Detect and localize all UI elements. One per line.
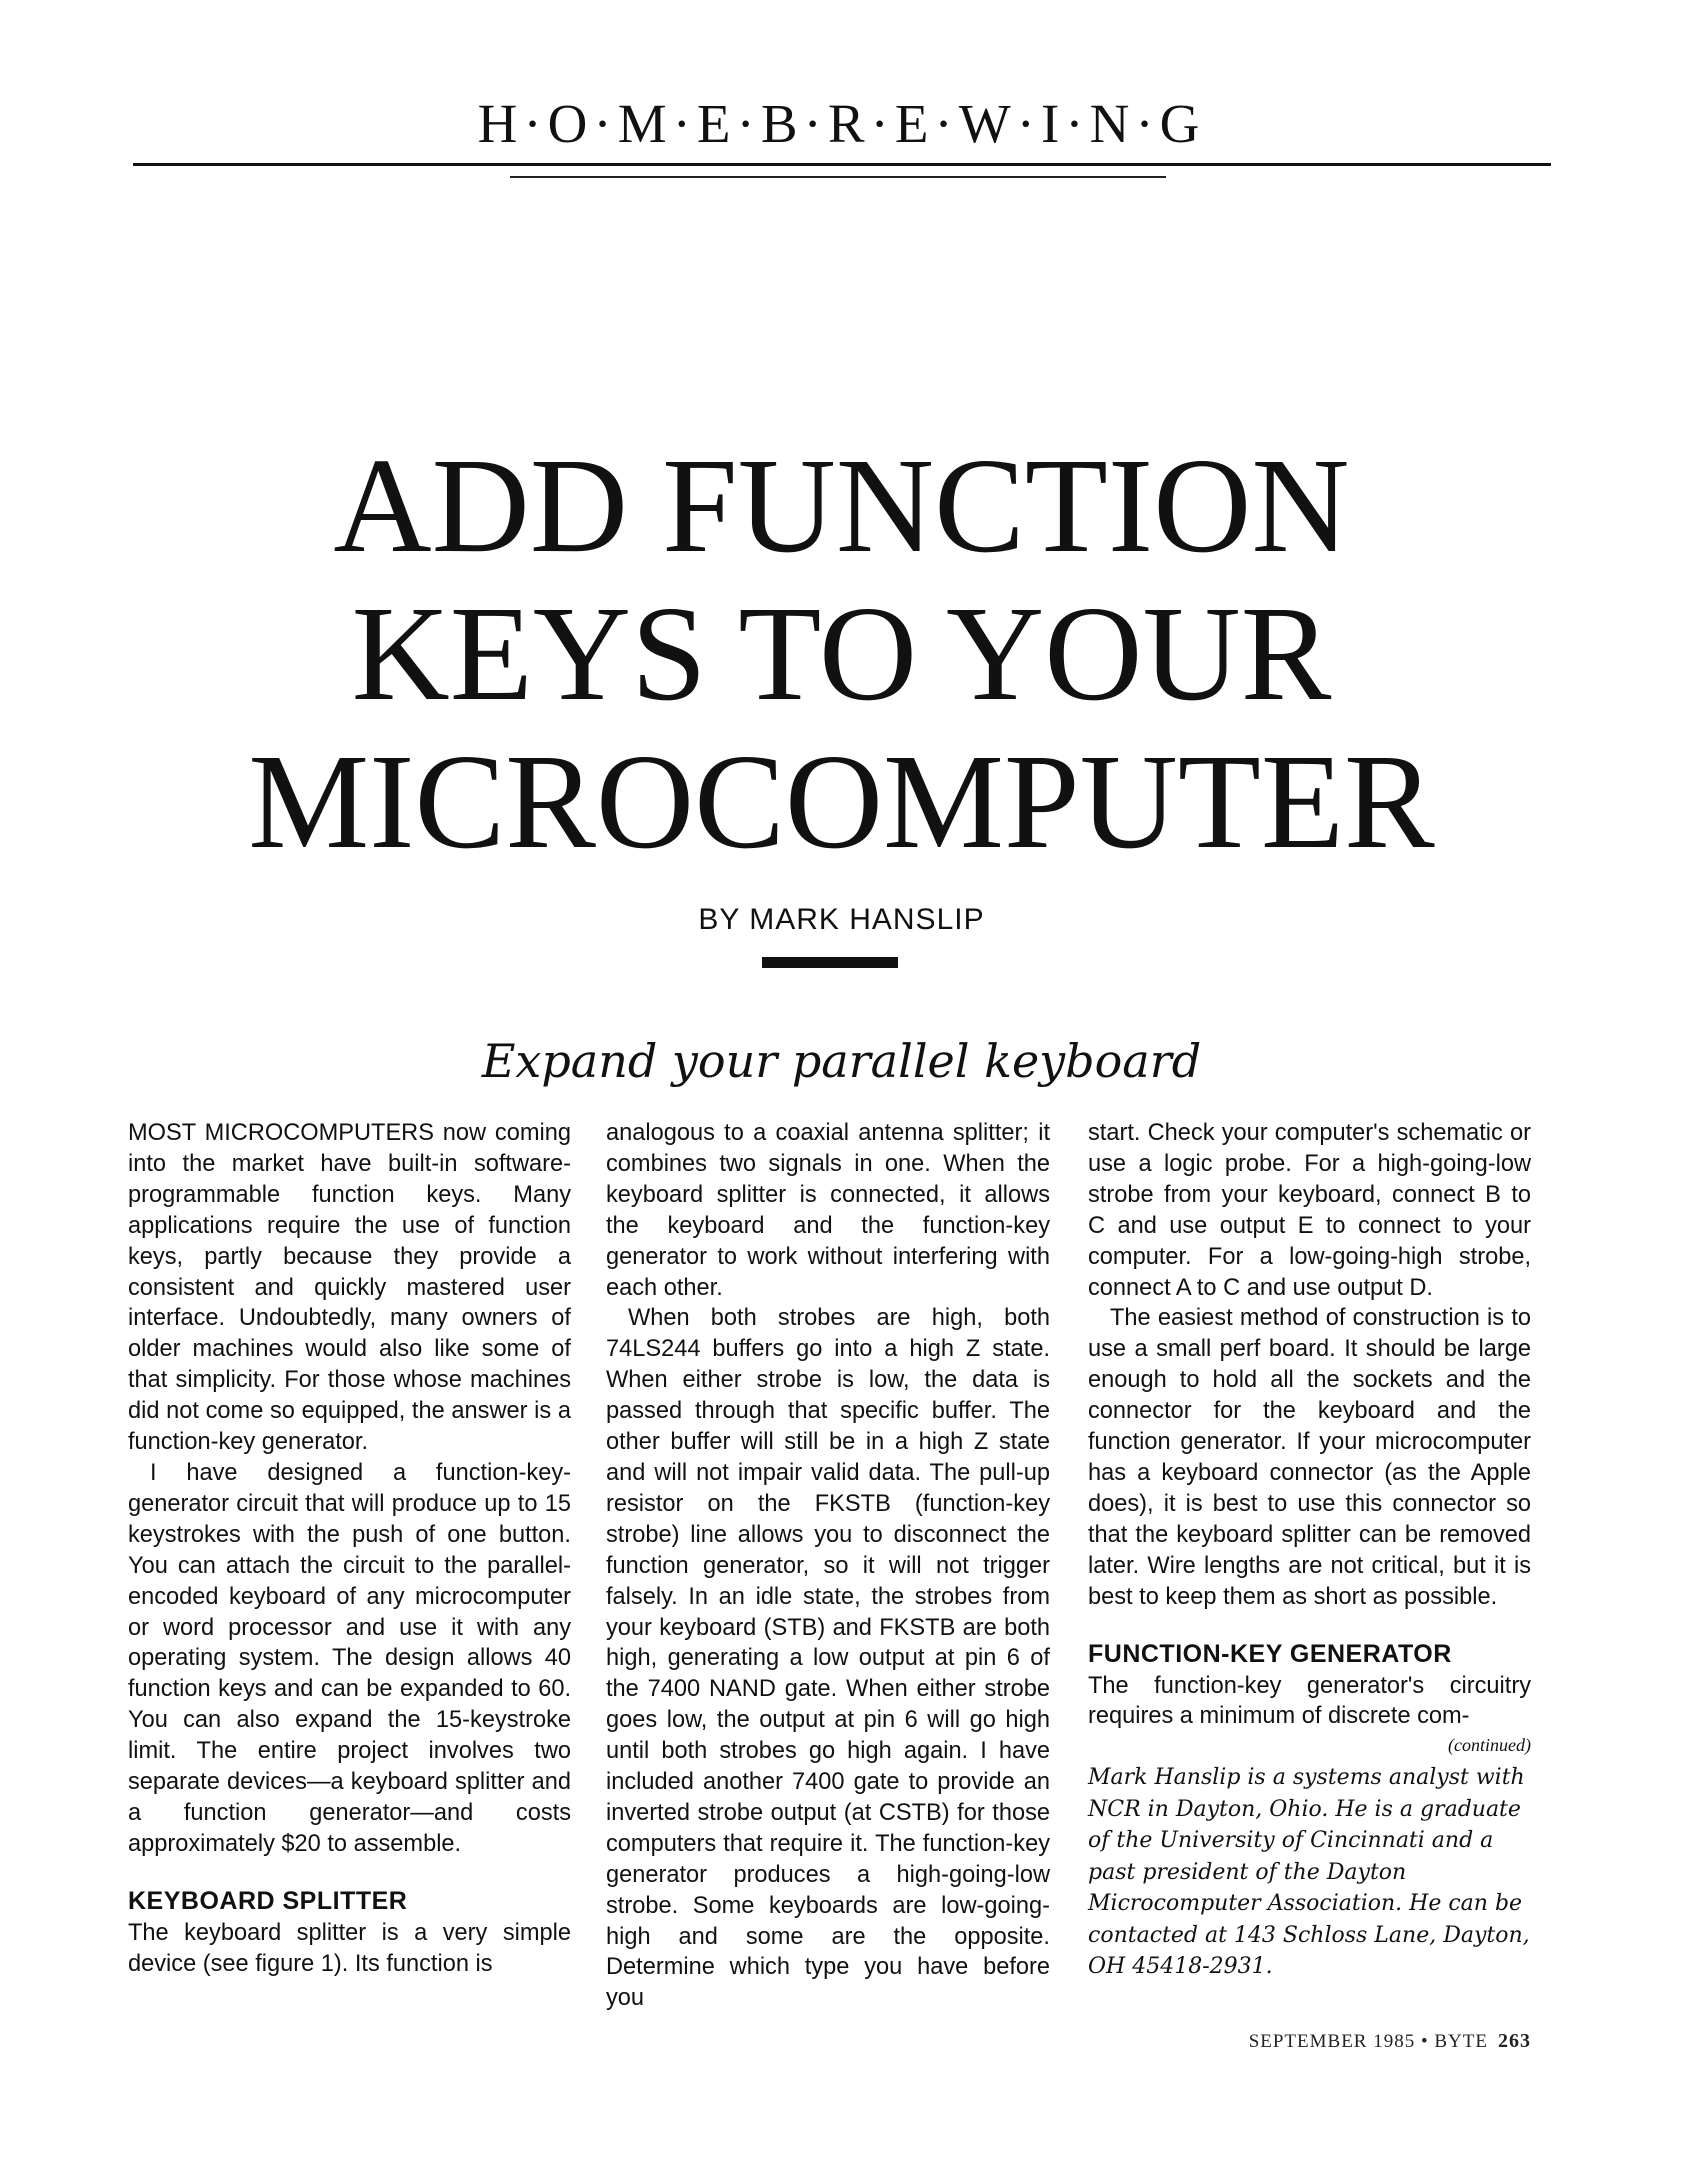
- header-subrule: [510, 176, 1166, 178]
- subhead-function-key-generator: FUNCTION-KEY GENERATOR: [1088, 1639, 1452, 1668]
- page-footer: [1210, 2030, 1531, 2053]
- footer-issue: SEPTEMBER 1985 • BYTE: [1248, 2031, 1488, 2052]
- paragraph: The function-key generator's circuitry requires a minimum of discrete com-: [1088, 1672, 1531, 1730]
- page-number: 263: [1498, 2030, 1531, 2052]
- paragraph: The keyboard splitter is a very simple device (see figure 1). Its function is: [128, 1919, 571, 1977]
- title-line-3: MICROCOMPUTER: [248, 727, 1435, 877]
- continued-note: (continued): [1448, 1735, 1531, 1756]
- header-rule: [133, 163, 1551, 166]
- subhead-keyboard-splitter: KEYBOARD SPLITTER: [128, 1886, 408, 1915]
- column-2: [606, 1118, 1050, 2014]
- author-bio: Mark Hanslip is a systems analyst with NCR in Dayton, Ohio. He is a graduate of the University of Cincinnati and a past president of the Dayton Microcomputer Association. He can be contacted at 143 Schloss Lane, Dayton, OH 45418-2931.: [1088, 1765, 1530, 1980]
- paragraph: The easiest method of construction is to use a small perf board. It should be large enough to hold all the sockets and the connector for the keyboard and the function generator. If your microcomputer has a keyboard connector (as the Apple does), it is best to use this connector so that the keyboard splitter can be removed later. Wire lengths are not critical, but it is best to keep them as short as possible.: [1088, 1305, 1531, 1610]
- paragraph: MOST MICROCOMPUTERS now coming into the market have built-in software-programmable function keys. Many applications require the use of function keys, partly because they provide a consistent and quickly mastered user interface. Undoubtedly, many owners of older machines would also like some of that simplicity. For those whose machines did not come so equipped, the answer is a function-key generator.: [128, 1120, 571, 1456]
- title-line-2: KEYS TO YOUR: [351, 579, 1332, 729]
- byline-bar: [762, 957, 898, 968]
- paragraph: When both strobes are high, both 74LS244 buffers go into a high Z state. When either strobe is low, the data is passed through that specific buffer. The other buffer will still be in a high Z state and will not impair valid data. The pull-up resistor on the FKSTB (function-key strobe) line allows you to disconnect the function generator, so it will not trigger falsely. In an idle state, the strobes from your keyboard (STB) and FKSTB are both high, generating a low output at pin 6 of the 7400 NAND gate. When either strobe goes low, the output at pin 6 will go high until both strobes go high again. I have included another 7400 gate to provide an inverted strobe output (at CSTB) for those computers that require it. The function-key generator produces a high-going-low strobe. Some keyboards are low-going-high and some are the opposite. Determine which type you have before you: [606, 1305, 1050, 2012]
- article-title: [0, 432, 1683, 876]
- column-1: [128, 1118, 571, 1980]
- byline: BY MARK HANSLIP: [698, 903, 985, 936]
- paragraph: analogous to a coaxial antenna splitter; it combines two signals in one. When the keyboard splitter is connected, it allows the keyboard and the function-key generator to work without interfering with each other.: [606, 1120, 1050, 1301]
- section-header: H·O·M·E·B·R·E·W·I·N·G: [477, 93, 1206, 154]
- paragraph: I have designed a function-key-generator circuit that will produce up to 15 keystrokes with the push of one button. You can attach the circuit to the parallel-encoded keyboard of any microcomputer or word processor and use it with any operating system. The design allows 40 function keys and can be expanded to 60. You can also expand the 15-keystroke limit. The entire project involves two separate devices—a keyboard splitter and a function generator—and costs approximately $20 to assemble.: [128, 1459, 571, 1857]
- deck: Expand your parallel keyboard: [481, 1034, 1202, 1088]
- column-3: [1088, 1118, 1531, 1983]
- paragraph: start. Check your computer's schematic or use a logic probe. For a high-going-low strobe from your keyboard, connect B to C and use output E to connect to your computer. For a low-going-high strobe, connect A to C and use output D.: [1088, 1120, 1531, 1301]
- title-line-1: ADD FUNCTION: [333, 431, 1350, 581]
